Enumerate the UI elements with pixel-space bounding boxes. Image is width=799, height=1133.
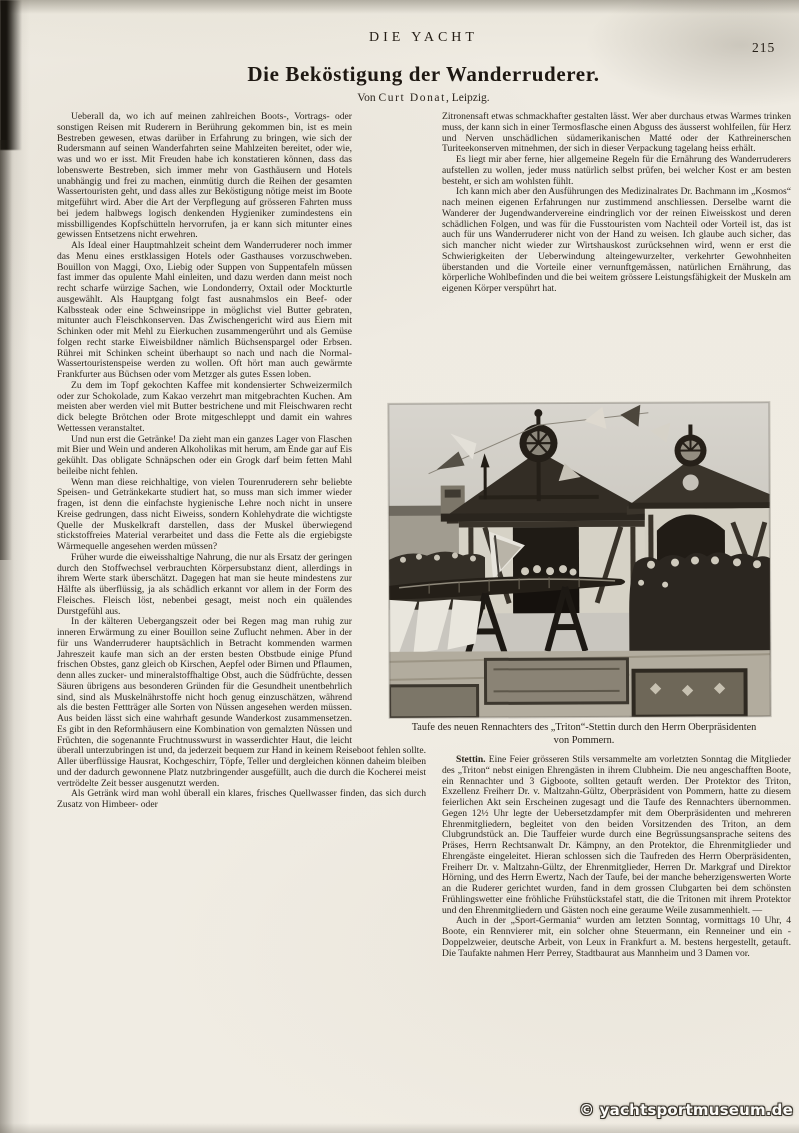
- paragraph: Wenn man diese reichhaltige, von vielen Tourenruderern sehr beliebte Speisen- und Getränkekarte studiert hat, so muss man sich immer wieder fragen, ist denn die einfachste hygienische Lehre noch nicht in unsere Kreise gedrungen, dass nicht Eiweiss, sondern Kohlehydrate die wichtigste Quelle der Muskelkraft darstellen, dass der Muskel überwiegend stickstoffreies Material verarbeitet und dass die Fette als die ergiebigste Wärmequelle angesehen werden müssen?: [57, 476, 352, 552]
- photo-caption: Taufe des neuen Rennachters des „Triton“-Stettin durch den Herrn Oberpräsidenten von Pommern.: [411, 722, 757, 746]
- right-column-top: [442, 112, 791, 406]
- paragraph: Als Getränk wird man wohl überall ein klares, frisches Quellwasser finden, das sich durch Zusatz von Himbeer- oder: [57, 788, 426, 810]
- paragraph: Und nun erst die Getränke! Da zieht man ein ganzes Lager von Flaschen mit Bier und Wein und anderen Alkoholikas mit herum, am Ende gar auf Eis gekühlt. Das obligate Schnäpschen oder ein Grogk darf beim fetten Mahl beileibe nicht fehlen.: [57, 433, 352, 477]
- paragraph: Zu dem im Topf gekochten Kaffee mit kondensierter Schweizermilch oder zur Schokolade, zum Kakao verzehrt man mitgebrachten Kuchen. Am meisten aber werden viel mit Butter bestrichene und mit Fleischwaren recht dick belegte Brötchen oder Brote mitgeschleppt und damit ein wahres Wettessen veranstaltet.: [57, 379, 352, 434]
- left-column: [57, 112, 426, 1078]
- paragraph: Als Ideal einer Hauptmahlzeit scheint dem Wanderruderer noch immer das Menu eines erstklassigen Hotels oder Gasthauses vorzuschweben. Bouillon von Maggi, Oxo, Liebig oder Suppen von Suppentafeln müssen fast immer das opulente Mahl einleiten, und dazu werden dann meist noch recht scharfe würzige Sachen, wie Londonderry, Oxtail oder Mockturtle ausgewählt. Als Hauptgang folgt fast ausnahmslos ein Beef- oder Kalbssteak oder eine Schweinsrippe in möglichst viel Butter gebraten, mitunter auch Fleischkonserven. Das Zwischengericht wird aus Eiern mit Schinken oder mit Mehl zu Eierkuchen zusammengerührt und als Gemüse folgen recht starke Eiweisbildner nämlich Büchsenspargel oder Erbsen. Rührei mit Schinken scheint überhaupt so nach und nach die Normal-Wassertouristenspeise werden zu wollen. Oft hört man auch gewärmte Frankfurter aus Büchsen oder vom Metzger als gutes Essen loben.: [57, 240, 352, 380]
- paragraph: Ueberall da, wo ich auf meinen zahlreichen Boots-, Vortrags- oder sonstigen Reisen mit Ruderern in Berührung gekommen bin, ist es mein Bestreben gewesen, etwas darüber in Erfahrung zu bringen, wie sich der Rudersmann auf seinen Wanderfahrten seine Mahlzeiten bereitet, oder wie, was und wo er isst. Mit Freuden habe ich konstatieren können, dass das lobenswerte Bestreben, sich immer mehr von Gasthäusern und Hotels unabhängig und frei zu machen, einmütig durch die Reihen der gesamten Wassertouristen geht, und dass alles zur Beköstigung nötige meist im Boote mitgeführt wird. Aber die Art der Verpflegung auf grösseren Fahrten muss bei jedem halbwegs logisch denkenden Hygieniker zumindestens ein missbilligendes Kopfschütteln hervorrufen, ja er kann sich mitunter eines gewissen Entsetzens nicht erwehren.: [57, 112, 352, 241]
- paragraph: Stettin. Eine Feier grösseren Stils versammelte am vorletzten Sonntag die Mitglieder des „Triton“ nebst einigen Ehrengästen in ihrem Clubheim. Die neu angeschafften Boote, ein Rennachter und 3 Gigboote, sollten getauft werden. Der Protektor des Triton, Exzellenz Freiherr Dr. v. Maltzahn-Gültz, Oberpräsident von Pommern, hatte zu diesem feierlichen Akt sein Erscheinen zugesagt und die Taufe des Rennachters übernommen. Gegen 12½ Uhr legte der Uebersetzdampfer mit dem Oberpräsidenten und mehreren Ehrenmitgliedern, begleitet von den beiden Vorsitzenden des Triton, an dem Clubgrundstück an. Die Tauffeier wurde durch eine Begrüssungsansprache seitens des Präses, Herrn Rechtsanwalt Dr. Kämpny, an den Protektor, die Ehrenmitglieder und Ehrengäste eingeleitet. Hieran schlossen sich die Taufreden des Herrn Oberpräsidenten, Freiherr Dr. v. Maltzahn-Gültz, der Ehrenmitglieder, Herren Dr. Markgraf und Direktor Hörning, und des Herrn Ewertz, Nach der Taufe, bei der manche beherzigenswerten Worte an die Ruderer gerichtet wurden, fand in dem grossen Clubgarten bei dem schönsten Frühlingswetter eine fröhliche Frühstückstafel statt, die die Tritonen mit ihrem Protektor und den Ehrenmitgliedern und Gästen noch eine geraume Weile zusammenhielt. —: [442, 755, 791, 916]
- byline: [57, 92, 790, 104]
- paragraph: Es liegt mir aber ferne, hier allgemeine Regeln für die Ernährung des Wanderruderers aufstellen zu wollen, jeder muss natürlich selbst prüfen, bei welcher Kost er am besten besteht, er sich am wohlsten fühlt.: [442, 154, 791, 187]
- right-column-bottom: [442, 755, 791, 1067]
- byline-suffix: , Leipzig.: [445, 92, 490, 104]
- binding-shadow-lower: [0, 140, 12, 560]
- paragraph: Ich kann mich aber den Ausführungen des Medizinalrates Dr. Bachmann im „Kosmos“ nach meinen eigenen Erfahrungen nur zustimmend anschliessen. Derselbe warnt die Wanderer der Jugendwandervereine eindringlich vor der reinen Eiweisskost und deren schädlichen Folgen, und was für die Fusstouristen vom Nachteil oder Vorteil ist, das ist auch für uns Wanderruderer nicht von der Hand zu weisen. Ich glaube auch sicher, das sich mancher nicht wieder zur Wirtshauskost zurücksehnen wird, wenn er erst die Schwierigkeiten der Ueberwindung alteingewurzelter, verkehrter Gewohnheiten überstanden und die Vorteile einer vernunftgemässen, natürlichen Ernährung, das körperliche Wohlbefinden und die bei weitem grössere Leistungsfähigkeit der Muskeln am eigenen Körper verspührt hat.: [442, 186, 791, 294]
- journal-title: DIE YACHT: [369, 30, 478, 45]
- scan-edge-bottom: [0, 1123, 799, 1133]
- byline-prefix: Von: [357, 92, 376, 104]
- paragraph: Zitronensaft etwas schmackhafter gestalten lässt. Wer aber durchaus etwas Warmes trinken muss, der kann sich in einer Termosflasche einen Abguss des äusserst wohlfeilen, für Herz und Nerven unschädlichen südamerikanischen Matté oder der Kathreinerschen Turiteekonserven mitnehmen, der sich in dieser Verpackung tagelang heiss erhält.: [442, 112, 791, 155]
- paragraph: Auch in der „Sport-Germania“ wurden am letzten Sonntag, vormittags 10 Uhr, 4 Boote, ein Rennvierer mit, ein solcher ohne Steuermann, ein Renneiner und ein -Doppelzweier, deutsche Arbeit, von Leux in Frankfurt a. M. bestens hergestellt, getauft. Die Taufakte nahmen Herr Perrey, Stadtbaurat aus Mannheim und 3 Damen vor.: [442, 915, 791, 959]
- byline-author: Curt Donat: [378, 92, 446, 104]
- scan-edge-top: [0, 0, 799, 14]
- binding-shadow: [0, 0, 22, 150]
- paragraph: In der kälteren Uebergangszeit oder bei Regen mag man ruhig zur inneren Erwärmung zu einer Bouillon seine Zuflucht nehmen. Aber in der für uns Wanderruderer hauptsächlich in Betracht kommenden warmen Jahreszeit kaufe man sich an der ersten besten Obstbude einige Pfund frischen Obstes, ganz gleich ob Kirschen, Aepfel oder Birnen und Pflaumen, denn alles zucker- und mineralstoffhaltige Obst, auch die Südfrüchte, dessen Säuren übrigens aus besonderen Gründen für die Gesundheit unentbehrlich sind, sind als Muskelnährstoffe nicht hoch genug einzuschätzen, während als die besten Fettträger alle Sorten von Nüssen angesehen werden müssen. Aus beiden lässt sich eine wahrhaft gesunde Wanderkost zusammensetzen. Es gibt in den Reformhäusern eine Kombination von gemalzten Nüssen und Früchten, die sogenannte Fruchtnusswurst in wasserdichter Haut, die leicht überall unterzubringen ist und, da jederzeit bequem zur Hand in keinem Reiseboot fehlen sollte. Aller überflüssige Hausrat, Kochgeschirr, Töpfe, Teller und dergleichen können daheim bleiben und der dadurch gewonnene Platz nutzbringender ausgefüllt, auch die durch die Kocherei meist vertrödelte Zeit besser ausgenutzt werden.: [57, 616, 426, 789]
- paragraph: Früher wurde die eiweisshaltige Nahrung, die nur als Ersatz der geringen durch den Stoffwechsel verbrauchten Körpersubstanz dient, allerdings in ihrem Werte stark überschätzt. Dagegen hat man sie heute mindestens zur Hälfte als überflüssig, ja als schädlich erkannt vor allem in der Form des Fleisches. Fleisch löst, nebenbei gesagt, meist noch ein quälendes Durstgefühl aus.: [57, 551, 352, 617]
- article-title: Die Beköstigung der Wanderruderer.: [247, 62, 600, 86]
- page-number: 215: [752, 40, 776, 55]
- paragraph-lead: Stettin.: [456, 755, 486, 765]
- watermark: © yachtsportmuseum.de: [579, 1101, 793, 1119]
- ceremony-photo: [388, 402, 770, 718]
